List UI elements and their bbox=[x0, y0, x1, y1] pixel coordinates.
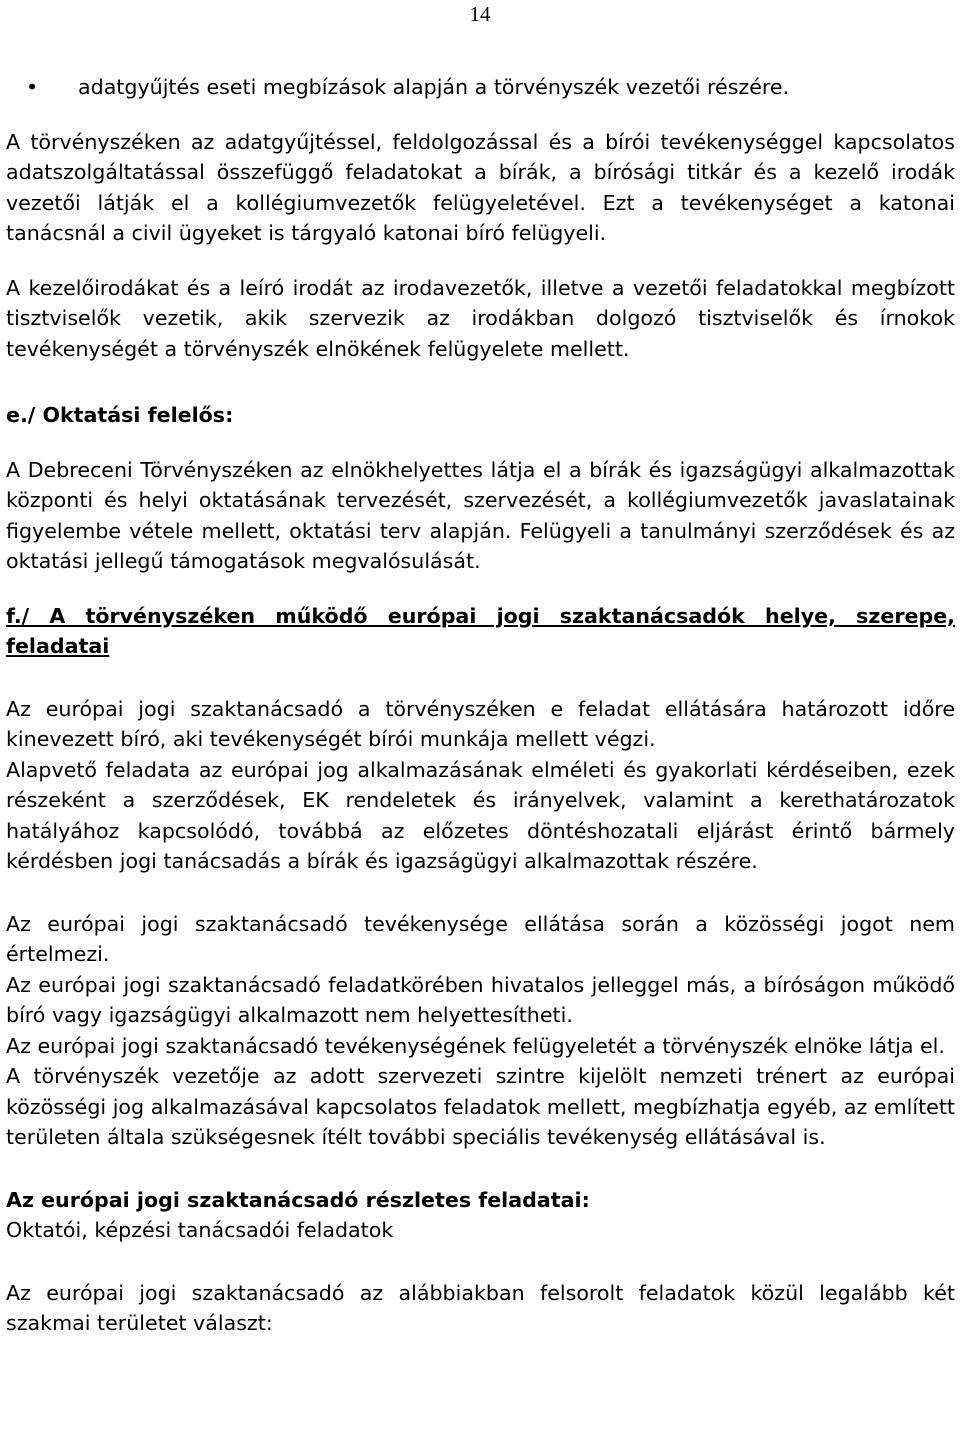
section-heading-detailed-tasks: Az európai jogi szaktanácsadó részletes feladatai: bbox=[6, 1187, 590, 1212]
paragraph-substitution: Az európai jogi szaktanácsadó feladatkörében hivatalos jelleggel más, a bíróságon működő bíró vagy igazságügyi alkalmazott nem helyettesítheti. bbox=[6, 972, 955, 1027]
section-heading-training: e./ Oktatási felelős: bbox=[6, 403, 234, 427]
paragraph-choose-areas: Az európai jogi szaktanácsadó az alábbiakban felsorolt feladatok közül legalább két szakmai területet választ: bbox=[6, 1280, 955, 1335]
paragraph-office-heads: A kezelőirodákat és a leíró irodát az irodavezetők, illetve a vezetői feladatokkal megbízott tisztviselők vezetik, akik szervezik az irodákban dolgozó tisztviselők és írnokok tevékenységét a törvényszék elnökének felügyelete mellett. bbox=[6, 275, 955, 361]
paragraph-national-trainer: A törvényszék vezetője az adott szervezeti szintre kijelölt nemzeti trénert az európai közösségi jog alkalmazásával kapcsolatos feladatok mellett, megbízhatja egyéb, az említett területen általa szükségesnek ítélt további speciális tevékenység ellátásával is. bbox=[6, 1064, 955, 1149]
section-heading-eu-advisors: f./ A törvényszéken működő európai jogi szaktanácsadók helye, szerepe, feladatai bbox=[6, 603, 955, 658]
page-number: 14 bbox=[469, 2, 491, 26]
paragraph-advisor-duties: Alapvető feladata az európai jog alkalmazásának elméleti és gyakorlati kérdéseiben, ezek részeként a szerződések, EK rendeletek és irányelvek, valamint a kerethatározatok hatályához kapcsolódó, továbbá az előzetes döntéshozatali eljárást érintő bármely kérdésben jogi tanácsadás a bírák és igazságügyi alkalmazottak részére. bbox=[6, 757, 955, 873]
document-body bbox=[6, 72, 955, 1339]
paragraph-data-collection: A törvényszéken az adatgyűjtéssel, feldolgozással és a bírói tevékenységgel kapcsolatos adatszolgáltatással összefüggő feladatokat a bírák, a bírósági titkár és a kezelő irodák vezetői látják el a kollégiumvezetők felügyeletével. Ezt a tevékenységet a katonai tanácsnál a civil ügyeket is tárgyaló katonai bíró felügyeli. bbox=[6, 129, 955, 245]
bullet-item bbox=[26, 72, 955, 103]
subheading-training-tasks: Oktatói, képzési tanácsadói feladatok bbox=[6, 1218, 394, 1242]
paragraph-training: A Debreceni Törvényszéken az elnökhelyettes látja el a bírák és igazságügyi alkalmazottak központi és helyi oktatásának tervezését, szervezését, a kollégiumvezetők javaslatainak figyelembe vétele mellett, oktatási terv alapján. Felügyeli a tanulmányi szerződések és az oktatási jellegű támogatások megvalósulását. bbox=[6, 457, 955, 573]
bullet-text: adatgyűjtés eseti megbízások alapján a törvényszék vezetői részére. bbox=[78, 75, 790, 99]
paragraph-supervision: Az európai jogi szaktanácsadó tevékenységének felügyeletét a törvényszék elnöke látja el. bbox=[6, 1033, 945, 1058]
bullet-dot-icon: • bbox=[26, 75, 39, 99]
paragraph-advisor-appointment: Az európai jogi szaktanácsadó a törvényszéken e feladat ellátására határozott időre kinevezett bíró, aki tevékenységét bírói munkája mellett végzi. bbox=[6, 696, 955, 751]
paragraph-interpretation: Az európai jogi szaktanácsadó tevékenysége ellátása során a közösségi jogot nem értelmezi. bbox=[6, 911, 955, 966]
